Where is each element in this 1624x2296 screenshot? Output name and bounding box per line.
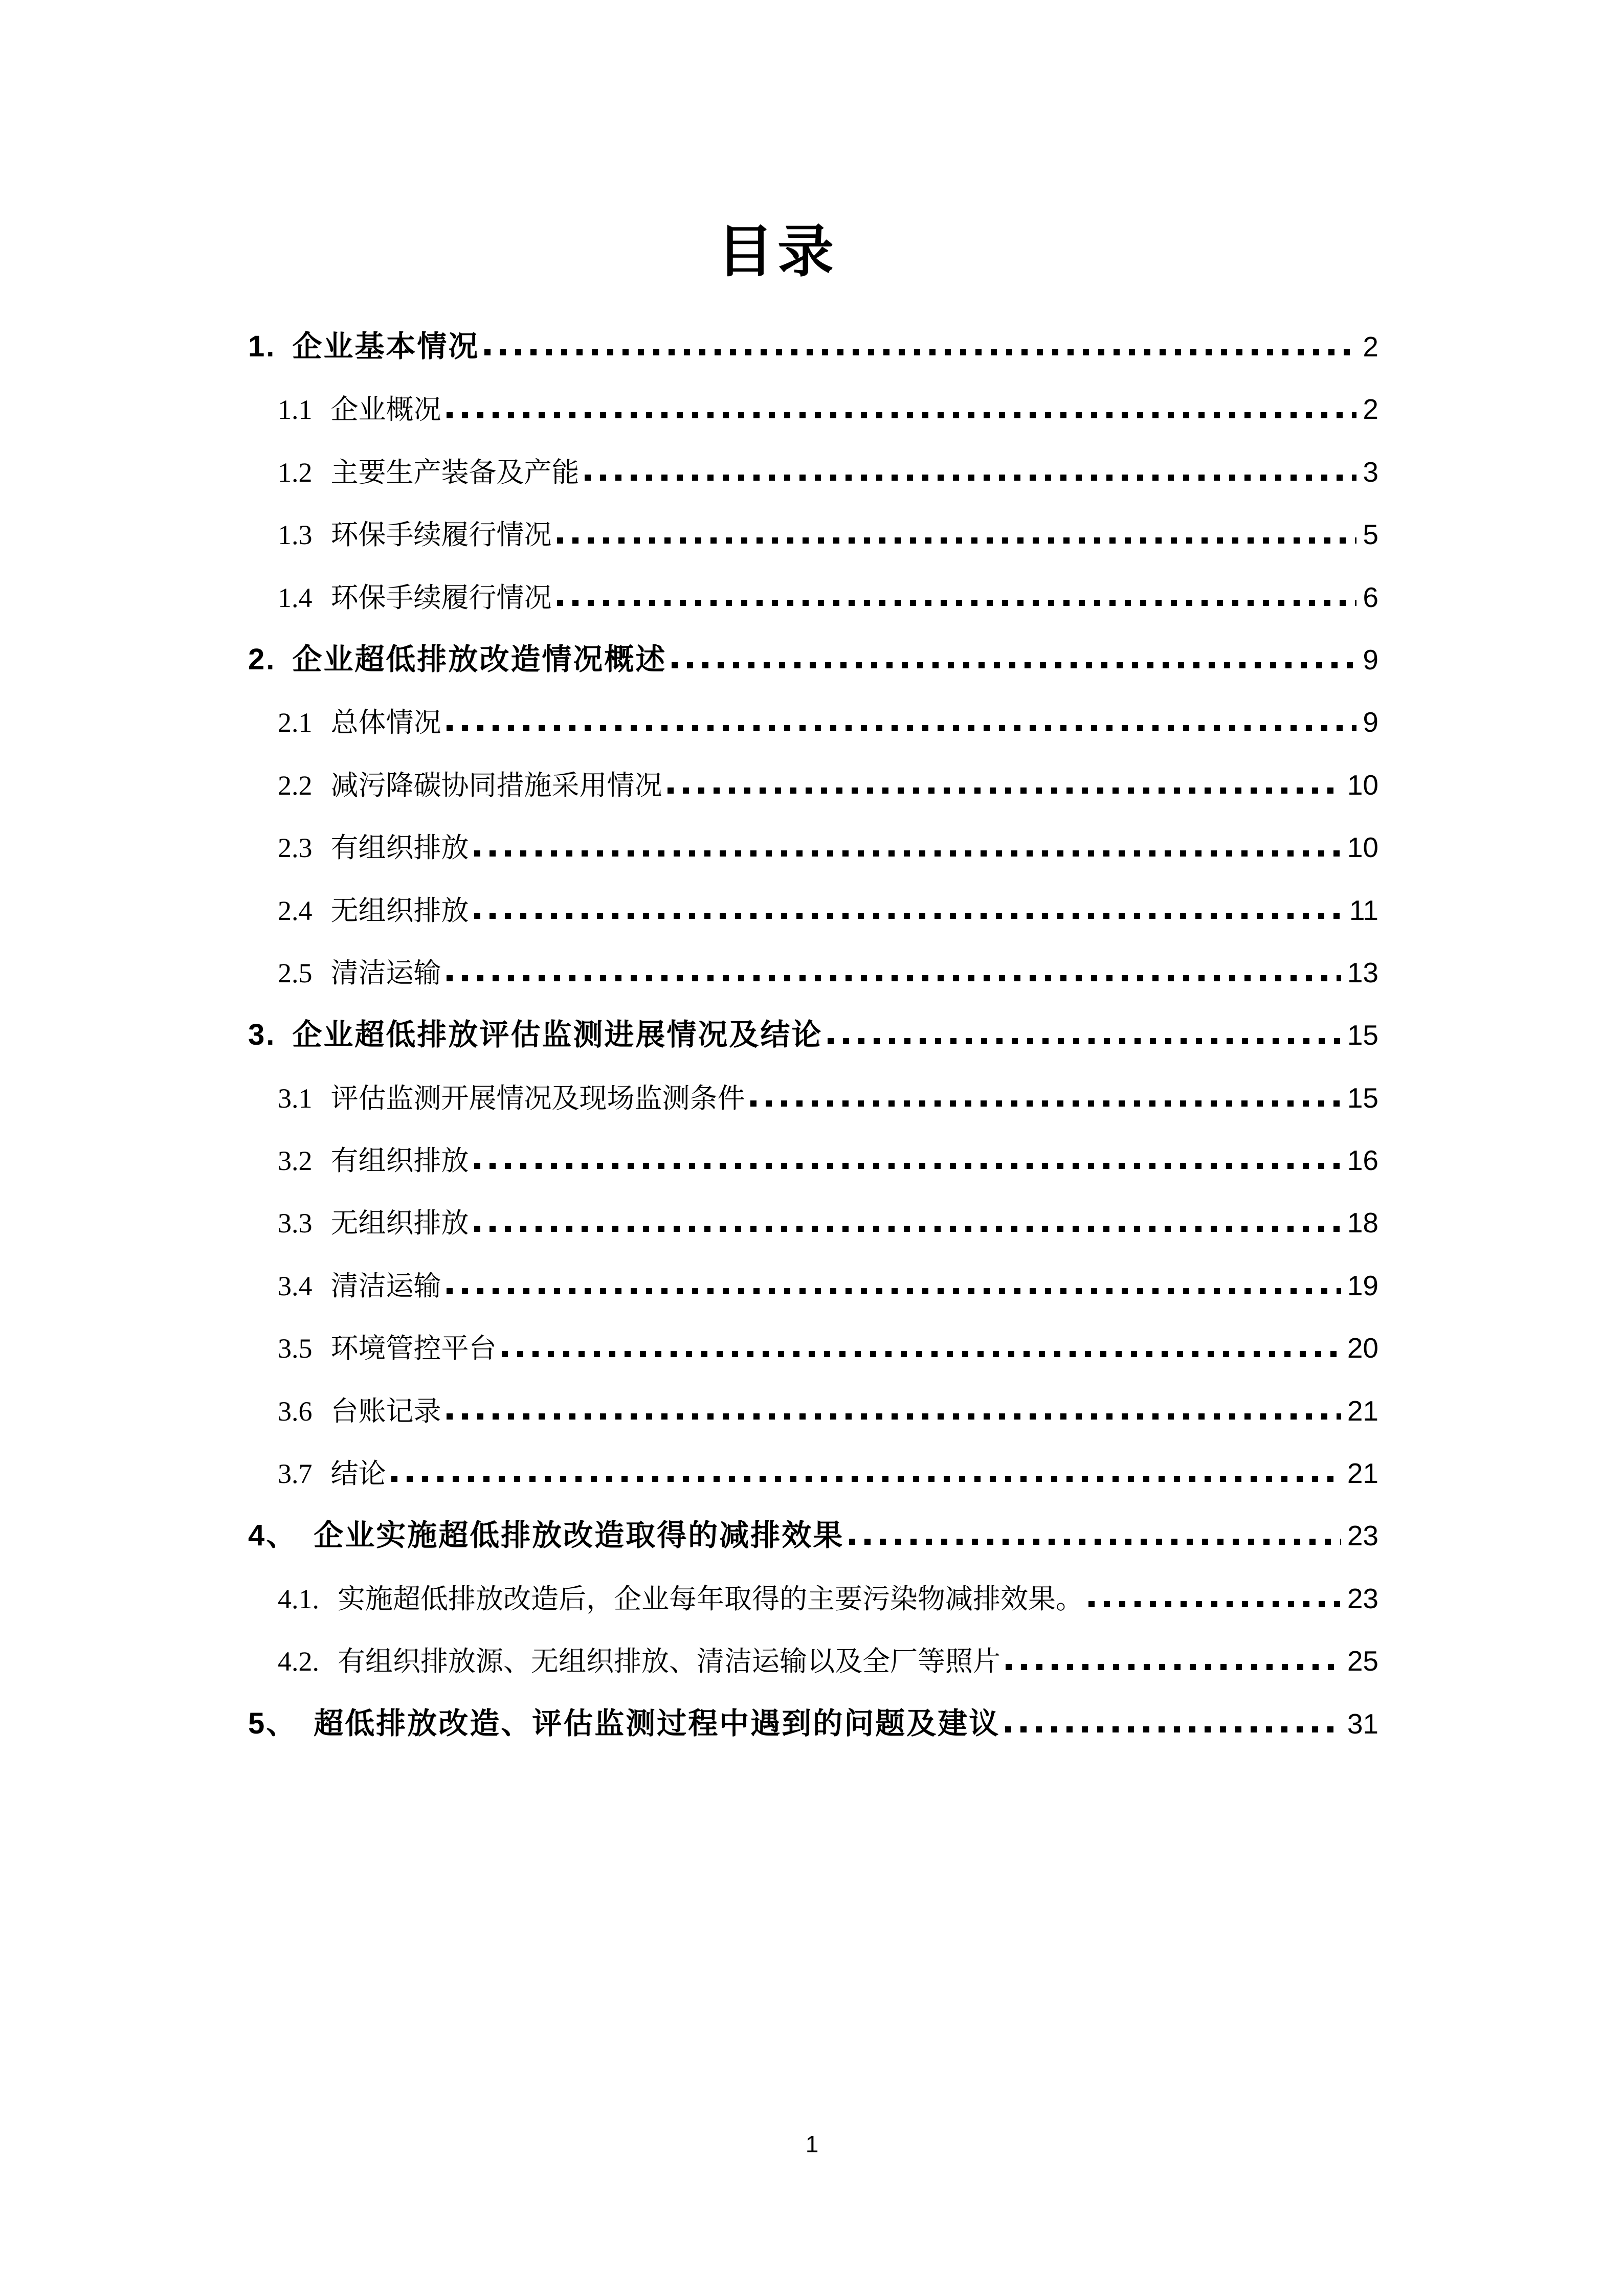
toc-entry[interactable]	[248, 879, 1378, 941]
toc-entry-label: 减污降碳协同措施采用情况	[330, 770, 662, 801]
toc-entry-page: 13	[1347, 956, 1378, 988]
toc-entry-number: 2.2	[278, 770, 313, 801]
dot-leader	[1000, 1630, 1347, 1692]
toc-entry-number: 2.	[248, 642, 276, 676]
toc-entry-number: 3.5	[278, 1333, 313, 1364]
toc-entry-label: 有组织排放	[330, 1145, 469, 1177]
toc-entry[interactable]	[248, 316, 1378, 378]
toc-entry[interactable]	[248, 1254, 1378, 1317]
dot-leader	[552, 566, 1363, 628]
toc-entry-label: 企业基本情况	[292, 330, 480, 363]
toc-entry-label: 无组织排放	[330, 1208, 469, 1239]
dot-leader	[745, 1067, 1347, 1129]
toc-entry-page: 5	[1363, 519, 1378, 551]
toc-entry-page: 9	[1363, 706, 1378, 738]
toc-entry-page: 16	[1347, 1144, 1378, 1177]
toc-entry-page: 15	[1347, 1082, 1378, 1114]
toc-entry-label: 主要生产装备及产能	[330, 457, 580, 488]
toc-entry-number: 3.3	[278, 1208, 313, 1239]
toc-entry-label: 企业实施超低排放改造取得的减排效果	[314, 1519, 844, 1552]
toc-entry-number: 1.3	[278, 520, 313, 551]
toc-entry-label: 无组织排放	[330, 895, 469, 926]
toc-entry[interactable]	[248, 441, 1378, 503]
toc-entry-number: 1.4	[278, 582, 313, 613]
toc-entry-page: 31	[1347, 1707, 1378, 1740]
toc-entry[interactable]	[248, 754, 1378, 816]
toc-entry-page: 15	[1347, 1019, 1378, 1051]
dot-leader	[441, 378, 1363, 440]
toc-entry-page: 9	[1363, 643, 1378, 676]
toc-entry[interactable]	[248, 1630, 1378, 1692]
toc-entry[interactable]	[248, 941, 1378, 1004]
toc-entry-label: 清洁运输	[330, 1270, 441, 1301]
toc-entry-label: 环境管控平台	[330, 1333, 497, 1364]
toc-entry[interactable]	[248, 1380, 1378, 1442]
toc-entry-number: 1.1	[278, 394, 313, 425]
toc-entry[interactable]	[248, 1317, 1378, 1379]
dot-leader	[441, 1380, 1347, 1442]
dot-leader	[497, 1317, 1347, 1379]
toc-entry-label: 清洁运输	[330, 957, 441, 988]
toc-entry[interactable]	[248, 1191, 1378, 1254]
toc-list	[248, 316, 1378, 1755]
dot-leader	[469, 879, 1349, 941]
toc-entry-number: 2.3	[278, 832, 313, 864]
toc-entry-number: 3.6	[278, 1395, 313, 1427]
dot-leader	[441, 1254, 1347, 1317]
toc-entry-page: 3	[1363, 456, 1378, 488]
toc-entry-page: 25	[1347, 1645, 1378, 1677]
toc-entry[interactable]	[248, 503, 1378, 566]
toc-entry-page: 11	[1349, 894, 1378, 926]
toc-entry-label: 企业概况	[330, 394, 441, 425]
toc-entry-page: 23	[1347, 1520, 1378, 1552]
toc-entry-page: 10	[1347, 769, 1378, 801]
toc-entry-number: 5、	[248, 1706, 298, 1740]
toc-entry[interactable]	[248, 566, 1378, 628]
toc-entry[interactable]	[248, 1067, 1378, 1129]
toc-entry[interactable]	[248, 378, 1378, 440]
toc-entry-number: 1.2	[278, 457, 313, 488]
toc-entry-number: 2.4	[278, 895, 313, 926]
toc-entry-label: 环保手续履行情况	[330, 520, 552, 551]
toc-entry-label: 台账记录	[330, 1395, 441, 1427]
toc-entry-page: 21	[1347, 1457, 1378, 1490]
dot-leader	[469, 1129, 1347, 1191]
toc-entry[interactable]	[248, 1693, 1378, 1755]
footer-page-number: 1	[805, 2131, 819, 2157]
toc-entry-label: 有组织排放源、无组织排放、清洁运输以及全厂等照片	[338, 1646, 1000, 1677]
dot-leader	[441, 941, 1347, 1004]
toc-entry-number: 2.1	[278, 707, 313, 738]
toc-entry-number: 3.1	[278, 1083, 313, 1114]
toc-entry-label: 评估监测开展情况及现场监测条件	[330, 1083, 745, 1114]
toc-entry-label: 超低排放改造、评估监测过程中遇到的问题及建议	[314, 1706, 1000, 1740]
dot-leader	[666, 628, 1363, 691]
toc-entry-page: 2	[1363, 393, 1378, 425]
dot-leader	[552, 503, 1363, 566]
toc-entry-label: 结论	[330, 1458, 386, 1490]
toc-entry-page: 2	[1363, 331, 1378, 363]
toc-entry-number: 2.5	[278, 957, 313, 988]
toc-entry-number: 1.	[248, 330, 276, 363]
toc-entry-label: 环保手续履行情况	[330, 582, 552, 613]
dot-leader	[1000, 1693, 1347, 1755]
dot-leader	[662, 754, 1347, 816]
toc-entry-label: 企业超低排放评估监测进展情况及结论	[292, 1018, 823, 1052]
toc-entry-number: 4、	[248, 1519, 298, 1552]
toc-entry[interactable]	[248, 1567, 1378, 1630]
page-title: 目录	[717, 221, 838, 283]
toc-entry-page: 23	[1347, 1582, 1378, 1614]
dot-leader	[822, 1004, 1347, 1066]
toc-entry-number: 3.7	[278, 1458, 313, 1490]
toc-entry-number: 3.	[248, 1018, 276, 1052]
toc-entry-number: 4.1.	[278, 1583, 319, 1614]
dot-leader	[844, 1504, 1347, 1567]
toc-entry[interactable]	[248, 1004, 1378, 1066]
dot-leader	[1083, 1567, 1347, 1630]
toc-entry-label: 总体情况	[330, 707, 441, 738]
toc-entry[interactable]	[248, 1504, 1378, 1567]
toc-entry-page: 21	[1347, 1394, 1378, 1427]
toc-entry-page: 10	[1347, 831, 1378, 864]
toc-entry[interactable]	[248, 628, 1378, 691]
toc-entry[interactable]	[248, 691, 1378, 753]
dot-leader	[386, 1442, 1347, 1504]
toc-entry[interactable]	[248, 816, 1378, 879]
dot-leader	[469, 816, 1347, 879]
toc-entry-number: 4.2.	[278, 1646, 319, 1677]
toc-entry-page: 20	[1347, 1332, 1378, 1364]
toc-entry-number: 3.2	[278, 1145, 313, 1177]
dot-leader	[441, 691, 1363, 753]
toc-entry-page: 18	[1347, 1207, 1378, 1239]
page-content	[248, 0, 1378, 1755]
toc-entry-label: 实施超低排放改造后，企业每年取得的主要污染物减排效果。	[338, 1583, 1083, 1614]
dot-leader	[469, 1191, 1347, 1254]
toc-entry-label: 有组织排放	[330, 832, 469, 864]
toc-entry-number: 3.4	[278, 1270, 313, 1301]
dot-leader	[580, 441, 1363, 503]
toc-entry-page: 19	[1347, 1269, 1378, 1301]
toc-entry-label: 企业超低排放改造情况概述	[292, 642, 667, 676]
toc-entry[interactable]	[248, 1129, 1378, 1191]
dot-leader	[479, 316, 1363, 378]
toc-entry-page: 6	[1363, 581, 1378, 613]
toc-entry[interactable]	[248, 1442, 1378, 1504]
